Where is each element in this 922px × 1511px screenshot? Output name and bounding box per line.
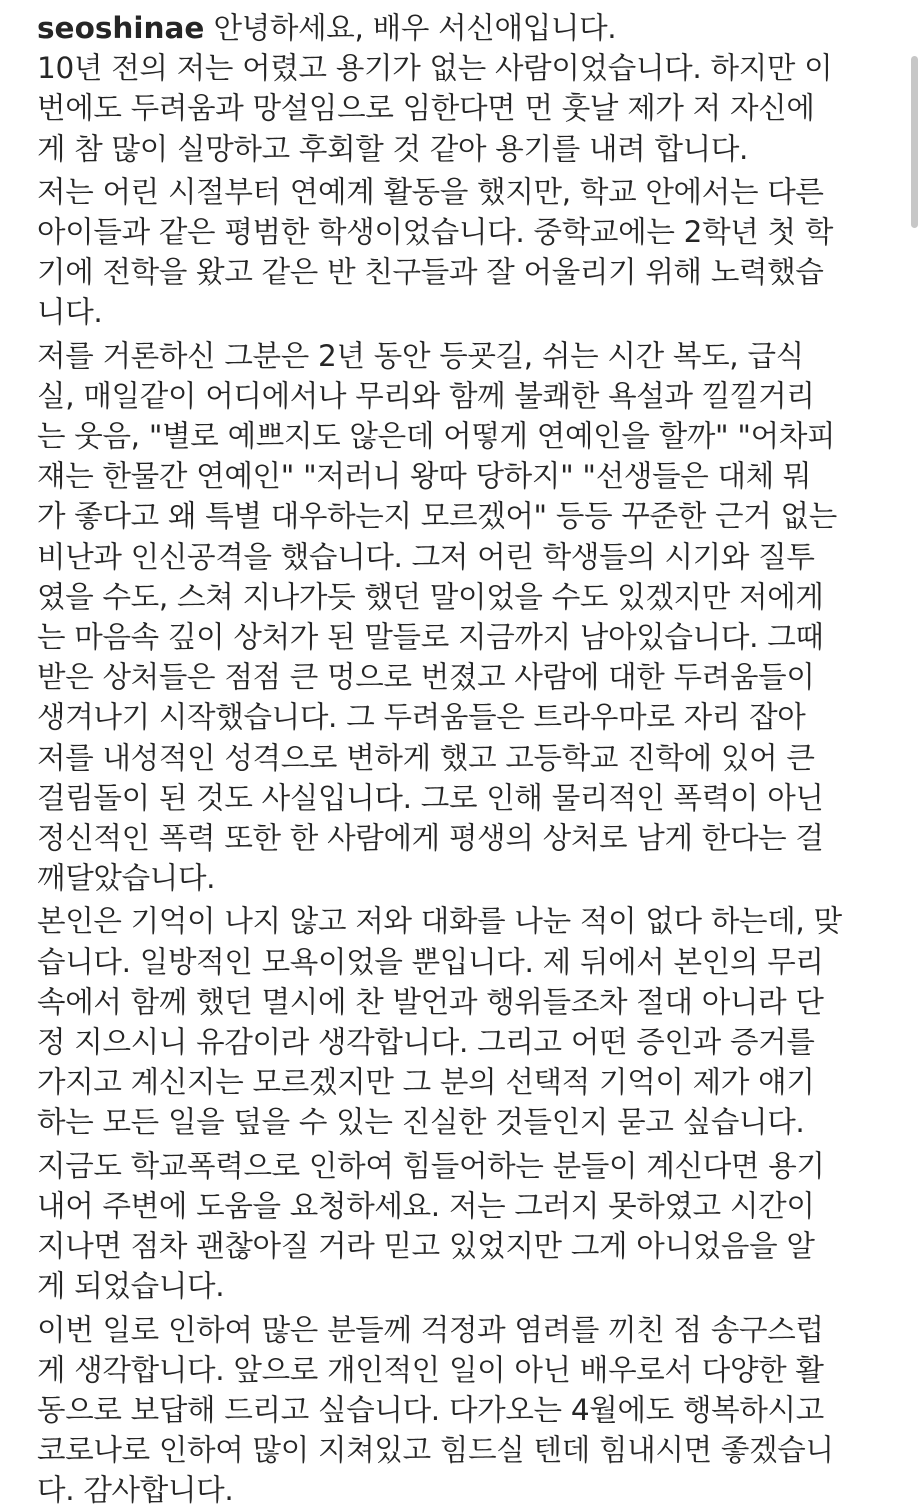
- caption-text-line: 는 웃음, "별로 예쁘지도 않은데 어떻게 연예인을 할까" "어차피: [37, 419, 836, 454]
- caption-text-line: 실, 매일같이 어디에서나 무리와 함께 불쾌한 욕설과 낄낄거리: [37, 378, 815, 413]
- caption-text-line: 정신적인 폭력 또한 한 사람에게 평생의 상처로 남게 한다는 걸: [37, 821, 824, 856]
- caption-text-line: 다. 감사합니다.: [37, 1473, 234, 1508]
- caption-text-line: 가 좋다고 왜 특별 대우하는지 모르겠어" 등등 꾸준한 근거 없는: [37, 499, 837, 534]
- caption-text-line: 는 마음속 깊이 상처가 된 말들로 지금까지 남아있습니다. 그때: [37, 620, 824, 655]
- caption-text-line: 생겨나기 시작했습니다. 그 두려움들은 트라우마로 자리 잡아: [37, 700, 806, 735]
- caption-text-line: 게 되었습니다.: [37, 1269, 225, 1304]
- caption-text-line: 깨달았습니다.: [37, 861, 216, 896]
- caption-text-line: 내어 주변에 도움을 요청하세요. 저는 그러지 못하였고 시간이: [37, 1188, 815, 1223]
- caption-text-line: 저를 내성적인 성격으로 변하게 했고 고등학교 진학에 있어 큰: [37, 740, 815, 775]
- caption-text-line: 저는 어린 시절부터 연예계 활동을 했지만, 학교 안에서는 다른: [37, 174, 824, 209]
- caption-text-line: 10년 전의 저는 어렸고 용기가 없는 사람이었습니다. 하지만 이: [37, 51, 833, 86]
- caption-body: [37, 48, 897, 1510]
- caption-paragraph: [37, 336, 897, 899]
- caption-text-line: 속에서 함께 했던 멸시에 찬 발언과 행위들조차 절대 아니라 단: [37, 984, 824, 1019]
- caption-paragraph: [37, 901, 897, 1142]
- caption-text-line: 이번 일로 인하여 많은 분들께 걱정과 염려를 끼친 점 송구스럽: [37, 1312, 824, 1347]
- caption-header: [37, 8, 897, 48]
- caption-text-line: 기에 전학을 왔고 같은 반 친구들과 잘 어울리기 위해 노력했습: [37, 255, 824, 290]
- caption-text-line: 아이들과 같은 평범한 학생이었습니다. 중학교에는 2학년 첫 학: [37, 215, 834, 250]
- caption-greeting: 안녕하세요, 배우 서신애입니다.: [213, 11, 617, 45]
- caption-text-line: 하는 모든 일을 덮을 수 있는 진실한 것들인지 묻고 싶습니다.: [37, 1105, 805, 1140]
- caption-text-line: 니다.: [37, 295, 103, 330]
- caption-text-line: 받은 상처들은 점점 큰 멍으로 번졌고 사람에 대한 두려움들이: [37, 660, 815, 695]
- caption-text-line: 가지고 계신지는 모르겠지만 그 분의 선택적 기억이 제가 얘기: [37, 1065, 815, 1100]
- caption-text-line: 동으로 보답해 드리고 싶습니다. 다가오는 4월에도 행복하시고: [37, 1392, 824, 1427]
- caption-text-line: 게 참 많이 실망하고 후회할 것 같아 용기를 내려 합니다.: [37, 131, 749, 166]
- caption-text-line: 였을 수도, 스쳐 지나가듯 했던 말이었을 수도 있겠지만 저에게: [37, 579, 824, 614]
- post-caption: [37, 8, 897, 1511]
- username-link[interactable]: seoshinae: [37, 11, 205, 45]
- scrollbar[interactable]: [911, 56, 918, 228]
- caption-text-line: 정 지으시니 유감이라 생각합니다. 그리고 어떤 증인과 증거를: [37, 1025, 815, 1060]
- caption-paragraph: [37, 172, 897, 333]
- caption-text-line: 쟤는 한물간 연예인" "저러니 왕따 당하지" "선생들은 대체 뭐: [37, 459, 812, 494]
- caption-text-line: 게 생각합니다. 앞으로 개인적인 일이 아닌 배우로서 다양한 활: [37, 1352, 824, 1387]
- caption-text-line: 지금도 학교폭력으로 인하여 힘들어하는 분들이 계신다면 용기: [37, 1148, 825, 1183]
- caption-text-line: 지나면 점차 괜찮아질 거라 믿고 있었지만 그게 아니었음을 알: [37, 1229, 815, 1264]
- caption-paragraph: [37, 1310, 897, 1511]
- caption-text-line: 코로나로 인하여 많이 지쳐있고 힘드실 텐데 힘내시면 좋겠습니: [37, 1433, 834, 1468]
- caption-text-line: 비난과 인신공격을 했습니다. 그저 어린 학생들의 시기와 질투: [37, 539, 815, 574]
- caption-text-line: 번에도 두려움과 망설임으로 임한다면 먼 훗날 제가 저 자신에: [37, 91, 815, 126]
- caption-text-line: 저를 거론하신 그분은 2년 동안 등굣길, 쉬는 시간 복도, 급식: [37, 338, 804, 373]
- caption-text-line: 습니다. 일방적인 모욕이었을 뿐입니다. 제 뒤에서 본인의 무리: [37, 944, 824, 979]
- caption-text-line: 본인은 기억이 나지 않고 저와 대화를 나눈 적이 없다 하는데, 맞: [37, 904, 842, 939]
- caption-paragraph: [37, 48, 897, 169]
- caption-text-line: 걸림돌이 된 것도 사실입니다. 그로 인해 물리적인 폭력이 아닌: [37, 780, 824, 815]
- caption-paragraph: [37, 1146, 897, 1307]
